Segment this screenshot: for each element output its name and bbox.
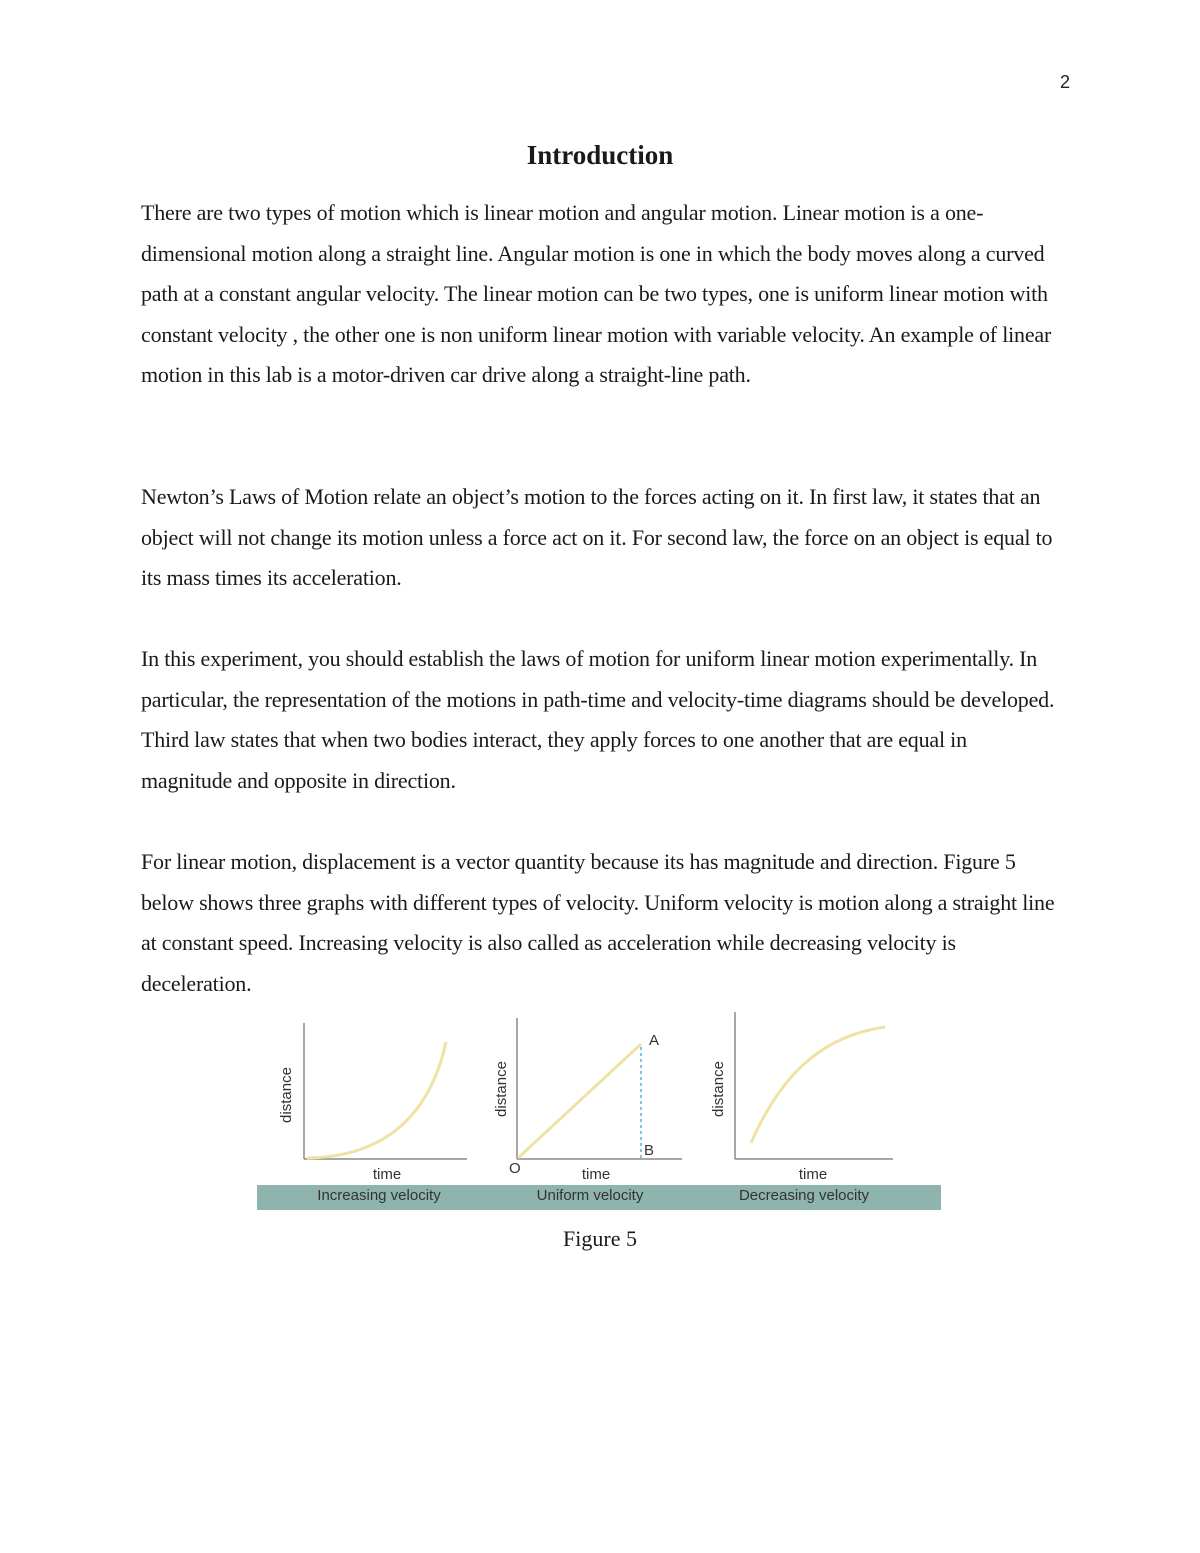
point-b-label: B (644, 1142, 655, 1159)
y-axis-label: distance (278, 1067, 295, 1123)
point-a-label: A (649, 1032, 660, 1049)
x-axis-label: time (581, 1166, 611, 1183)
paragraph-experiment: In this experiment, you should establish the laws of motion for uniform linear motion experimentally. In particular, the representation of the motions in path-time and velocity-time diagrams should be developed. Third law states that when two bodies interact, they apply forces to one another that are equal in magnitude and opposite in direction. (141, 646, 1055, 793)
section-title: Introduction (526, 140, 674, 170)
increasing-velocity-curve (307, 1042, 446, 1158)
page-number: 2 (1059, 72, 1070, 92)
paragraph-newtons-laws: Newton’s Laws of Motion relate an object’s motion to the forces acting on it. In first law, it states that an object will not change its motion unless a force act on it. For second law, the force on an object is equal to its mass times its acceleration. (141, 484, 1053, 590)
paragraph-linear-motion: For linear motion, displacement is a vector quantity because its has magnitude and direction. Figure 5 below shows three graphs with different types of velocity. Uniform velocity is motion along a straight line at constant speed. Increasing velocity is also called as acceleration while decreasing velocity is deceleration. (141, 849, 1055, 996)
panel-label: Uniform velocity (536, 1187, 644, 1204)
figure-caption: Figure 5 (563, 1226, 637, 1251)
origin-label: O (509, 1160, 521, 1177)
velocity-graphs-figure (255, 1005, 945, 1215)
y-axis-label: distance (493, 1061, 510, 1117)
paragraph-motion-types: There are two types of motion which is linear motion and angular motion. Linear motion is a one- dimensional motion along a straight line. Angular motion is one in which the body moves along a curved path at a constant angular velocity. The linear motion can be two types, one is uniform linear motion with constant velocity , the other one is non uniform linear motion with variable velocity. An example of linear motion in this lab is a motor-driven car drive along a straight-line path. (141, 200, 1052, 387)
uniform-velocity-line (518, 1044, 641, 1158)
panel-label: Decreasing velocity (738, 1187, 870, 1204)
decreasing-velocity-curve (751, 1027, 885, 1143)
panel-decreasing-velocity (710, 1012, 893, 1204)
y-axis-label: distance (710, 1061, 727, 1117)
panel-label: Increasing velocity (317, 1187, 441, 1204)
panel-increasing-velocity (278, 1023, 467, 1204)
panel-uniform-velocity (493, 1018, 682, 1204)
velocity-graphs-svg (255, 1005, 945, 1215)
x-axis-label: time (798, 1166, 828, 1183)
x-axis-label: time (372, 1166, 402, 1183)
